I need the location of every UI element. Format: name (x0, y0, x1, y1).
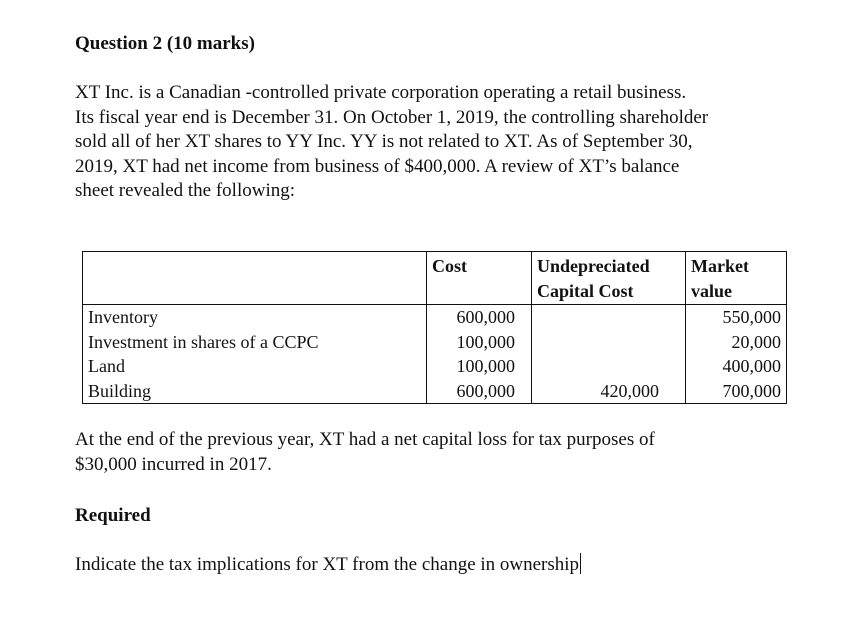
header-ucc-line2: Capital Cost (537, 280, 634, 301)
header-cost: Cost (427, 252, 532, 305)
cell-item: Land (83, 354, 427, 379)
after-line: $30,000 incurred in 2017. (75, 453, 272, 475)
cell-cost: 100,000 (427, 330, 532, 355)
cell-market-value: 400,000 (686, 354, 787, 379)
required-heading: Required (75, 505, 151, 526)
intro-line: 2019, XT had net income from business of $400,000. A review of XT’s balance (75, 155, 680, 177)
intro-line: XT Inc. is a Canadian -controlled private corporation operating a retail business. (75, 82, 687, 103)
cell-cost: 600,000 (427, 305, 532, 330)
header-market-value (686, 252, 787, 305)
cell-ucc (532, 305, 686, 330)
table-row (83, 379, 787, 404)
cell-item: Building (83, 379, 427, 404)
instruction-text[interactable] (75, 553, 581, 576)
table-row (83, 305, 787, 330)
cell-market-value: 550,000 (686, 305, 787, 330)
header-item (83, 252, 427, 305)
header-mv-line1: Market (691, 256, 749, 276)
header-ucc-line1: Undepreciated (537, 256, 650, 276)
intro-line: Its fiscal year end is December 31. On October 1, 2019, the controlling shareholder (75, 106, 709, 128)
cell-cost: 100,000 (427, 354, 532, 379)
intro-paragraph (75, 81, 708, 204)
net-capital-loss-paragraph (75, 428, 655, 477)
balance-sheet-table (82, 251, 787, 404)
question-heading: Question 2 (10 marks) (75, 33, 255, 54)
header-ucc (532, 252, 686, 305)
cell-ucc (532, 330, 686, 355)
cell-market-value: 20,000 (686, 330, 787, 355)
cell-ucc (532, 354, 686, 379)
text-cursor (580, 553, 581, 574)
cell-ucc: 420,000 (532, 379, 686, 404)
table-header-row (83, 252, 787, 305)
header-mv-line2: value (691, 280, 733, 301)
instruction-label: Indicate the tax implications for XT from the change in ownership (75, 554, 580, 575)
intro-line: sold all of her XT shares to YY Inc. YY is not related to XT. As of September 30, (75, 131, 693, 152)
cell-item: Investment in shares of a CCPC (83, 330, 427, 355)
cell-market-value: 700,000 (686, 379, 787, 404)
cell-item: Inventory (83, 305, 427, 330)
cell-cost: 600,000 (427, 379, 532, 404)
table-row (83, 354, 787, 379)
after-line: At the end of the previous year, XT had a net capital loss for tax purposes of (75, 429, 655, 450)
intro-line: sheet revealed the following: (75, 180, 296, 201)
table-row (83, 330, 787, 355)
